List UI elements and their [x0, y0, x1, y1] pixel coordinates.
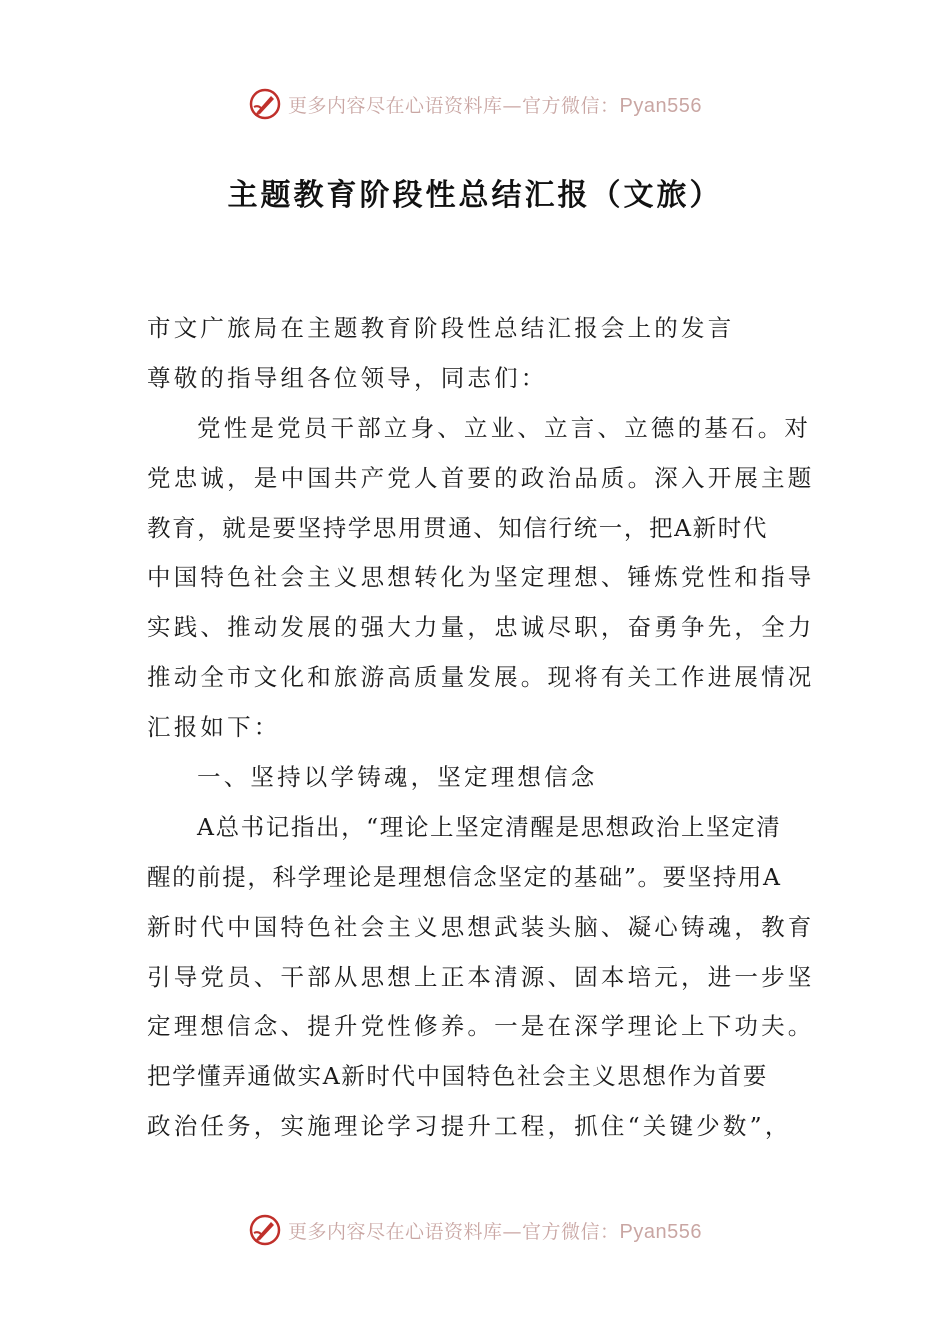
- pen-logo-icon: [248, 87, 282, 121]
- watermark-header: [0, 84, 950, 124]
- document-title: 主题教育阶段性总结汇报（文旅）: [227, 178, 723, 213]
- watermark-text: [288, 1217, 702, 1244]
- body-line: A总书记指出，“理论上坚定清醒是思想政治上坚定清: [197, 812, 782, 841]
- watermark-text: [288, 91, 702, 118]
- section-heading: 一、坚持以学铸魂，坚定理想信念: [197, 763, 598, 792]
- body-line: 党性是党员干部立身、立业、立言、立德的基石。对: [197, 413, 812, 442]
- body-line: 党忠诚，是中国共产党人首要的政治品质。深入开展主题: [147, 463, 815, 492]
- body-line: 教育，就是要坚持学思用贯通、知信行统一，把A新时代: [147, 513, 768, 542]
- salutation-line: 尊敬的指导组各位领导，同志们：: [147, 363, 548, 392]
- watermark-prefix: 更多内容尽在心语资料库—官方微信：: [288, 1220, 620, 1243]
- body-line: 汇报如下：: [147, 713, 281, 742]
- watermark-wechat-id: Pyan556: [619, 1220, 702, 1243]
- watermark-prefix: 更多内容尽在心语资料库—官方微信：: [288, 94, 620, 117]
- body-line: 引导党员、干部从思想上正本清源、固本培元，进一步坚: [147, 962, 815, 991]
- body-line: 醒的前提，科学理论是理想信念坚定的基础”。要坚持用A: [147, 862, 782, 891]
- watermark-wechat-id: Pyan556: [619, 94, 702, 117]
- body-line: 推动全市文化和旅游高质量发展。现将有关工作进展情况: [147, 663, 815, 692]
- body-line: 把学懂弄通做实A新时代中国特色社会主义思想作为首要: [147, 1062, 768, 1091]
- body-line: 政治任务，实施理论学习提升工程，抓住“关键少数”，: [147, 1112, 792, 1141]
- pen-logo-icon: [248, 1213, 282, 1247]
- watermark-footer: [0, 1210, 950, 1250]
- document-body: [147, 304, 815, 1152]
- body-line: 中国特色社会主义思想转化为坚定理想、锤炼党性和指导: [147, 563, 815, 592]
- body-line: 定理想信念、提升党性修养。一是在深学理论上下功夫。: [147, 1012, 815, 1041]
- body-line: 新时代中国特色社会主义思想武装头脑、凝心铸魂，教育: [147, 912, 815, 941]
- body-line: 实践、推动发展的强大力量，忠诚尽职，奋勇争先，全力: [147, 613, 815, 642]
- subtitle-line: 市文广旅局在主题教育阶段性总结汇报会上的发言: [147, 314, 735, 342]
